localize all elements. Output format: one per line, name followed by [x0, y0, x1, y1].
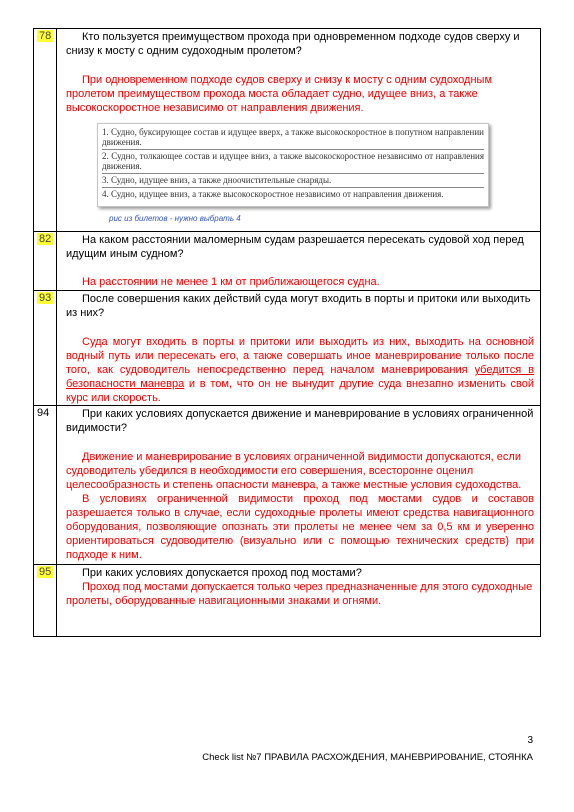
- question-number-cell: [34, 29, 57, 232]
- question-text: При каких условиях допускается движение и маневрирование в условиях ограниченной видимости?: [66, 408, 534, 434]
- answer-text: [57, 335, 540, 405]
- question-content-cell: [57, 29, 541, 232]
- ticket-option: 1. Судно, буксирующее состав и идущее вверх, а также высокоскоростное в попутном направлении движения.: [102, 126, 484, 150]
- ticket-option: 4. Судно, идущее вниз, а также высокоскоростное независимо от направления движения.: [102, 189, 444, 199]
- question-number: 95: [39, 566, 52, 578]
- page-footer: Check list №7 ПРАВИЛА РАСХОЖДЕНИЯ, МАНЕВРИРОВАНИЕ, СТОЯНКА: [202, 752, 533, 763]
- answer-text: При одновременном подходе судов сверху и снизу к мосту с одним судоходным пролетом преимуществом прохода моста обладает судно, идущее вниз, а также высокоскоростное независимо от направления движения.: [66, 74, 493, 114]
- question-number: 93: [39, 292, 52, 304]
- table-row: [34, 232, 541, 291]
- answer-text: В условиях ограниченной видимости проход под мостами судов и составов разрешается только в случае, если судоходные пролеты имеют средства навигационного оборудования, позволяющие опознать эти пролеты не менее чем за 0,5 км и уверенно ориентироваться судоводителю (визуально или с помощью технических средств) при подходе к ним.: [66, 493, 534, 561]
- question-number-cell: [34, 565, 57, 637]
- answer-text: Проход под мостами допускается только через предназначенные для этого судоходные пролеты, оборудованные навигационными знаками и огнями.: [66, 581, 533, 607]
- answer-text: На расстоянии не менее 1 км от приближающегося судна.: [82, 276, 380, 288]
- question-content-cell: [57, 406, 541, 565]
- question-number: 82: [39, 233, 52, 245]
- question-number-cell: [34, 291, 57, 406]
- image-caption: рис из билетов - нужно выбрать 4: [109, 214, 241, 223]
- answer-text-part: и в том, что он не вынудит другие суда внезапно изменить свой курс или скорость.: [66, 378, 534, 404]
- question-content-cell: [57, 291, 541, 406]
- question-content-cell: [57, 232, 541, 291]
- answer-text-part: Суда могут входить в порты и притоки или выходить из них, выходить на основной водный путь или пересекать его, а также совершать иное маневрирование только после того, как судоводитель непосредственно перед началом маневрирования: [66, 336, 534, 376]
- question-number: 94: [37, 407, 50, 419]
- question-number-cell: [34, 406, 57, 565]
- question-text: Кто пользуется преимуществом прохода при одновременном подходе судов сверху и снизу к мосту с одним судоходным пролетом?: [66, 31, 520, 57]
- question-number-cell: [34, 232, 57, 291]
- table-row: [34, 29, 541, 232]
- question-text: При каких условиях допускается проход под мостами?: [82, 567, 362, 579]
- ticket-option: 2. Судно, толкающее состав и идущее вниз, а также высокоскоростное независимо от направления движения.: [102, 150, 484, 174]
- questions-table: [33, 28, 541, 637]
- question-content-cell: [57, 565, 541, 637]
- answer-underlined-text: убедится в безопасности маневра: [66, 364, 535, 390]
- answer-text: Движение и маневрирование в условиях ограниченной видимости допускаются, если судоводитель убедился в необходимости его совершения, всесторонне оценил целесообразность и степень опасности маневра, а также местные условия судоходства.: [66, 451, 522, 491]
- question-number: 78: [39, 30, 52, 42]
- ticket-option: 3. Судно, идущее вниз, а также дноочистительные снаряды.: [102, 174, 484, 188]
- question-text: На каком расстоянии маломерным судам разрешается пересекать судовой ход перед идущим иным судном?: [66, 234, 524, 260]
- page-number: 3: [527, 735, 533, 746]
- ticket-scan-image: [97, 123, 489, 207]
- table-row: [34, 291, 541, 406]
- table-row: [34, 406, 541, 565]
- table-row: [34, 565, 541, 637]
- question-text: После совершения каких действий суда могут входить в порты и притоки или выходить из них?: [66, 293, 531, 319]
